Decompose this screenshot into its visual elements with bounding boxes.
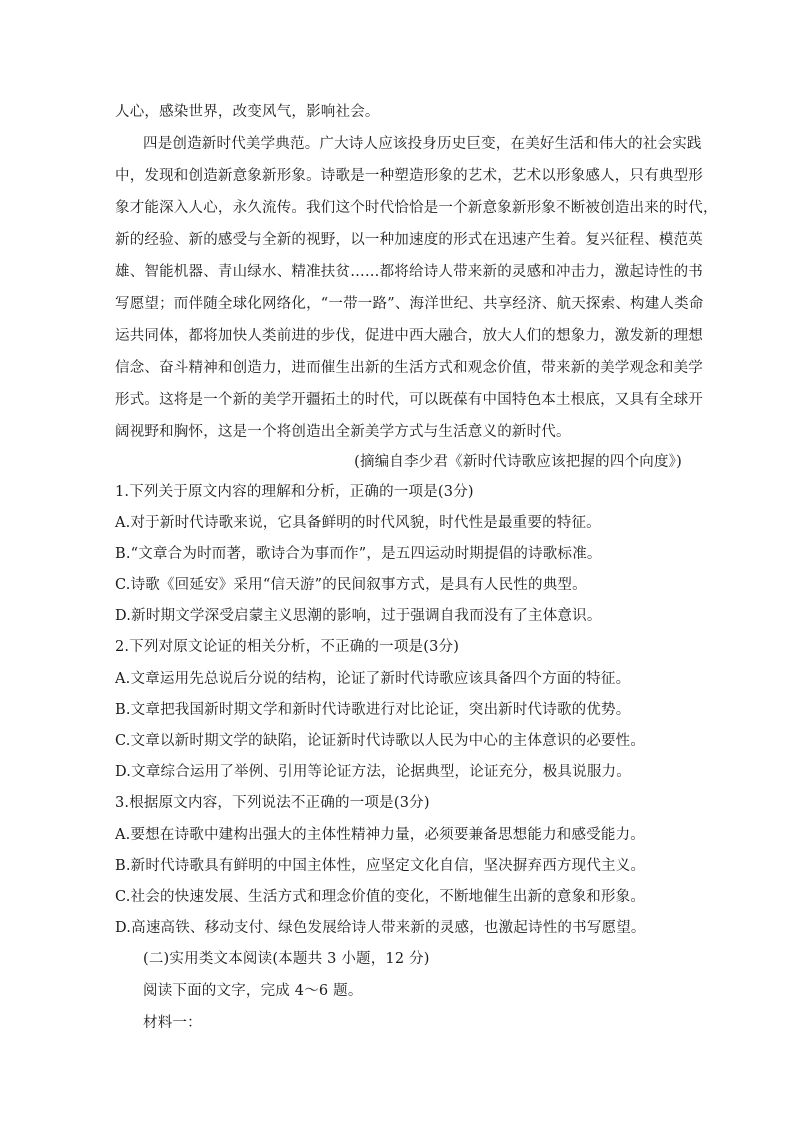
passage-line: 中，发现和创造新意象新形象。诗歌是一种塑造形象的艺术，艺术以形象感人，只有典型形 xyxy=(115,168,703,184)
passage-line: 象才能深入人心，永久流传。我们这个时代恰恰是一个新意象新形象不断被创造出来的时代， xyxy=(115,200,718,216)
passage-line: 阔视野和胸怀，这是一个将创造出全新美学方式与生活意义的新时代。 xyxy=(115,424,571,440)
question-2-option-d: D.文章综合运用了举例、引用等论证方法，论据典型，论证充分，极具说服力。 xyxy=(115,764,631,780)
passage-line: 形式。这将是一个新的美学开疆拓土的时代，可以既葆有中国特色本土根底，又具有全球开 xyxy=(115,392,703,408)
passage-line: 新的经验、新的感受与全新的视野，以一种加速度的形式在迅速产生着。复兴征程、模范英 xyxy=(115,232,703,248)
passage-line: 信念、奋斗精神和创造力，进而催生出新的生活方式和观念价值，带来新的美学观念和美学 xyxy=(115,360,703,376)
question-1-option-a: A.对于新时代诗歌来说，它具备鲜明的时代风貌，时代性是最重要的特征。 xyxy=(115,515,601,531)
passage-line: 人心，感染世界，改变风气，影响社会。 xyxy=(115,104,380,120)
source-citation: (摘编自李少君《新时代诗歌应该把握的四个向度》) xyxy=(354,454,682,470)
section-heading: (二)实用类文本阅读(本题共 3 小题，12 分) xyxy=(143,951,430,967)
question-3-option-d: D.高速高铁、移动支付、绿色发展给诗人带来新的灵感，也激起诗性的书写愿望。 xyxy=(115,920,646,936)
question-1-option-d: D.新时期文学深受启蒙主义思潮的影响，过于强调自我而没有了主体意识。 xyxy=(115,608,602,624)
question-2-stem: 2.下列对原文论证的相关分析，不正确的一项是(3分) xyxy=(115,639,460,655)
question-3-option-c: C.社会的快速发展、生活方式和理念价值的变化，不断地催生出新的意象和形象。 xyxy=(115,889,646,905)
question-2-option-b: B.文章把我国新时期文学和新时代诗歌进行对比论证，突出新时代诗歌的优势。 xyxy=(115,702,631,718)
section-instruction: 阅读下面的文字，完成 4～6 题。 xyxy=(143,983,363,999)
question-1-stem: 1.下列关于原文内容的理解和分析，正确的一项是(3分) xyxy=(115,484,474,500)
passage-line: 四是创造新时代美学典范。广大诗人应该投身历史巨变，在美好生活和伟大的社会实践 xyxy=(143,136,702,152)
question-1-option-b: B.“文章合为时而著，歌诗合为事而作”，是五四运动时期提倡的诗歌标准。 xyxy=(115,546,602,562)
question-3-stem: 3.根据原文内容，下列说法不正确的一项是(3分) xyxy=(115,795,430,811)
material-label: 材料一： xyxy=(143,1015,202,1031)
question-1-option-c: C.诗歌《回延安》采用“信天游”的民间叙事方式，是具有人民性的典型。 xyxy=(115,577,587,593)
passage-line: 运共同体，都将加快人类前进的步伐，促进中西大融合，放大人们的想象力，激发新的理想 xyxy=(115,328,703,344)
passage-line: 雄、智能机器、青山绿水、精准扶贫……都将给诗人带来新的灵感和冲击力，激起诗性的书 xyxy=(115,264,703,280)
question-3-option-b: B.新时代诗歌具有鲜明的中国主体性，应坚定文化自信，坚决摒弃西方现代主义。 xyxy=(115,858,646,874)
passage-line: 写愿望；而伴随全球化网络化，“一带一路”、海洋世纪、共享经济、航天探索、构建人类命 xyxy=(115,296,704,312)
question-2-option-c: C.文章以新时期文学的缺陷，论证新时代诗歌以人民为中心的主体意识的必要性。 xyxy=(115,733,646,749)
question-2-option-a: A.文章运用先总说后分说的结构，论证了新时代诗歌应该具备四个方面的特征。 xyxy=(115,671,631,687)
question-3-option-a: A.要想在诗歌中建构出强大的主体性精神力量，必须要兼备思想能力和感受能力。 xyxy=(115,827,645,843)
